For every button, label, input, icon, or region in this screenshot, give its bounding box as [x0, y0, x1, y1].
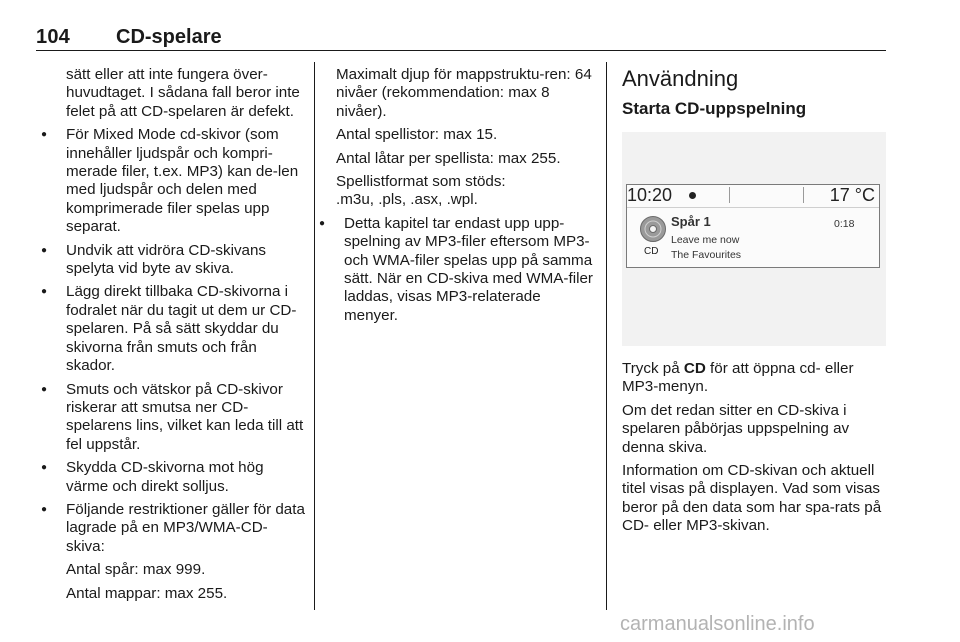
bullet-mp3-wma: ● Detta kapitel tar endast upp upp-spelning av MP3-filer eftersom MP3- och WMA-filer spelas upp på samma sätt. När en CD-skiva med WMA-filer laddas, visas MP3-relaterade menyer.: [314, 215, 598, 325]
column-divider-1: [314, 62, 315, 610]
bullet-heat-sunlight: ● Skydda CD-skivorna mot hög värme och direkt solljus.: [36, 459, 306, 496]
column-left: [36, 66, 306, 608]
bullet-dirt-liquids: ● Smuts och vätskor på CD-skivor riskerar att smutsa ner CD-spelarens lins, vilket kan leda till att fel uppstår.: [36, 381, 306, 455]
display-clock: 10:20: [627, 185, 673, 205]
display-song-title: Leave me now: [671, 234, 740, 246]
cd-button-label: CD: [683, 360, 706, 377]
limit-tracks: Antal spår: max 999.: [66, 561, 206, 579]
display-source-label: CD: [644, 246, 659, 257]
page-number: 104: [36, 26, 70, 48]
limit-songs-per-playlist: Antal låtar per spellista: max 255.: [336, 149, 561, 167]
cd-disc-icon: [639, 215, 667, 243]
status-dot-icon: [689, 192, 696, 199]
column-middle: [336, 66, 598, 330]
display-divider: [627, 207, 879, 208]
disc-inserted-paragraph: Om det redan sitter en CD-skiva i spelaren påbörjas uppspelning av denna skiva.: [622, 401, 850, 456]
limit-folders: Antal mappar: max 255.: [66, 584, 228, 602]
page-header: [36, 26, 886, 52]
display-info-paragraph: Information om CD-skivan och aktuell titel visas på displayen. Vad som visas beror på den data som har spa-rats på CD- eller MP3-skivan.: [622, 462, 882, 535]
display-temperature: 17 °C: [829, 185, 875, 205]
display-artist: The Favourites: [671, 249, 742, 261]
instruction-text: Tryck på: [622, 360, 684, 377]
bullet-touch-surface: ● Undvik att vidröra CD-skivans spelyta vid byte av skiva.: [36, 242, 306, 279]
continuation-paragraph: sätt eller att inte fungera över-huvudtaget. I sådana fall beror inte felet på att CD-spelaren är defekt.: [66, 66, 300, 120]
display-separator: [803, 187, 804, 203]
watermark: carmanualsonline.info: [620, 613, 815, 635]
display-elapsed-time: 0:18: [834, 218, 855, 230]
playlist-formats: [336, 173, 598, 210]
instruction-paragraph: [622, 360, 888, 397]
bullet-mixed-mode: ● För Mixed Mode cd-skivor (som innehåller ljudspår och kompri-merade filer, t.ex. MP3) kan de-len med ljudspår och delen med komprimerade filer spelas upp separat.: [36, 126, 306, 236]
column-divider-2: [606, 62, 607, 610]
column-right: [622, 66, 888, 541]
bullet-case-storage: ● Lägg direkt tillbaka CD-skivorna i fodralet när du tagit ut dem ur CD-spelaren. På så sätt skyddar du skivorna från smuts och från skador.: [36, 283, 306, 375]
instruction-text-end: för att öppna cd- eller MP3-menyn.: [622, 360, 854, 396]
display-illustration: [622, 132, 886, 346]
formats-list: .m3u, .pls, .asx, .wpl.: [336, 191, 478, 209]
formats-label: Spellistformat som stöds:: [336, 173, 506, 191]
subsection-title: Starta CD-uppspelning: [622, 99, 807, 118]
section-title: Användning: [622, 66, 739, 91]
infotainment-display: [626, 184, 880, 268]
limit-playlists: Antal spellistor: max 15.: [336, 126, 498, 144]
header-rule: [36, 50, 886, 51]
page-title: CD-spelare: [116, 26, 222, 48]
display-separator: [729, 187, 730, 203]
display-track-number: Spår 1: [671, 214, 711, 229]
limit-depth: Maximalt djup för mappstruktu-ren: 64 nivåer (rekommendation: max 8 nivåer).: [336, 66, 592, 120]
bullet-restrictions: ● Följande restriktioner gäller för data lagrade på en MP3/WMA-CD-skiva:: [36, 501, 306, 556]
